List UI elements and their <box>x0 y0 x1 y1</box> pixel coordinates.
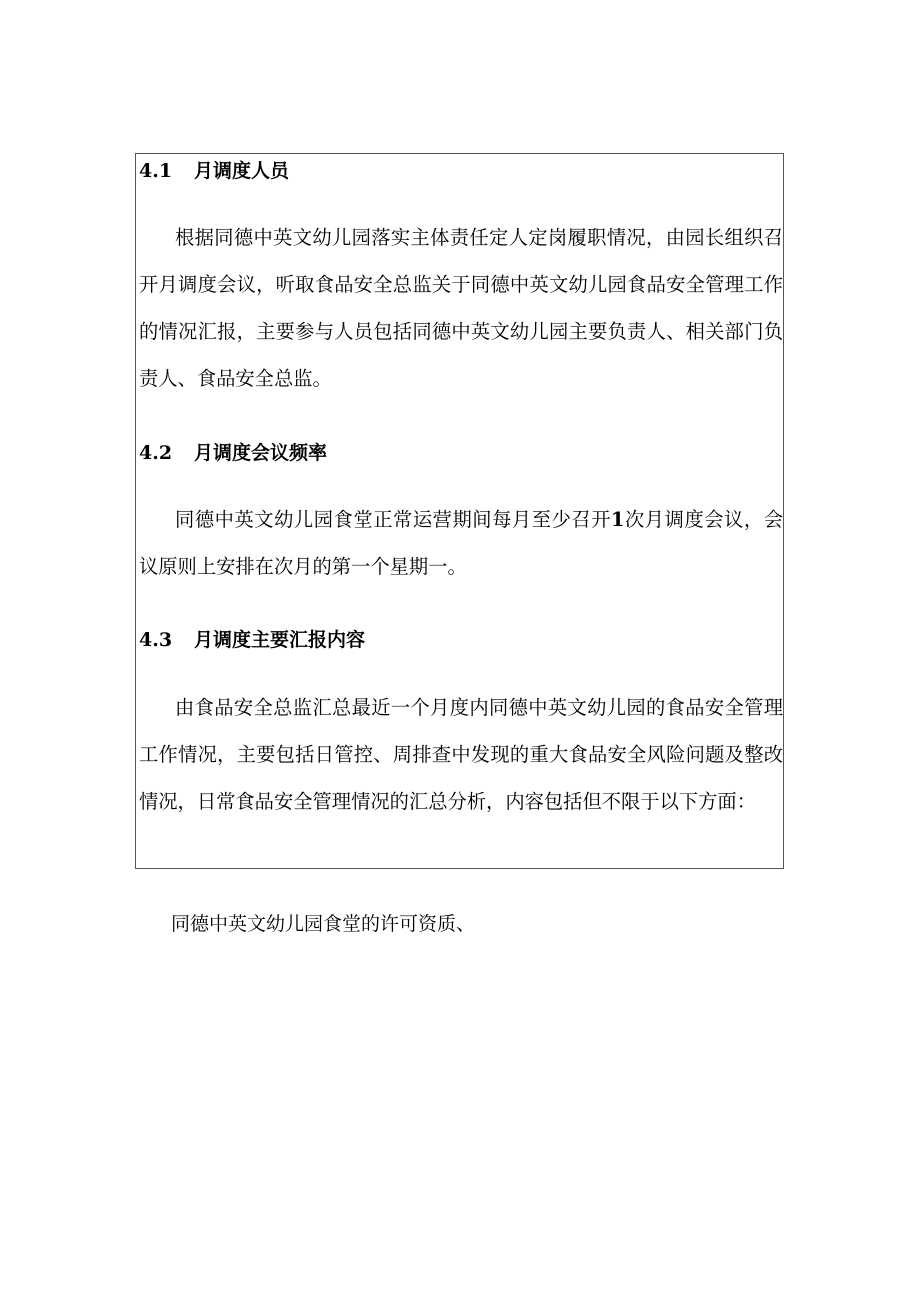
section-heading-4-1 <box>139 159 289 183</box>
section-paragraph-4-2 <box>139 496 783 590</box>
section-paragraph-4-3: 由食品安全总监汇总最近一个月度内同德中英文幼儿园的食品安全管理工作情况，主要包括日管控、周排查中发现的重大食品安全风险问题及整改情况，日常食品安全管理情况的汇总分析，内容包括但不限于以下方面： <box>139 696 783 813</box>
section-paragraph-4-1: 根据同德中英文幼儿园落实主体责任定人定岗履职情况，由园长组织召开月调度会议，听取食品安全总监关于同德中英文幼儿园食品安全管理工作的情况汇报，主要参与人员包括同德中英文幼儿园主要负责人、相关部门负责人、食品安全总监。 <box>139 226 783 390</box>
content-box <box>135 153 784 869</box>
trailing-text: 同德中英文幼儿园食堂的许可资质、 <box>171 913 476 935</box>
section-number: 4.1 <box>139 160 173 182</box>
section-title: 月调度会议频率 <box>194 442 328 464</box>
section-number: 4.3 <box>139 629 173 651</box>
section-heading-4-2 <box>139 441 327 465</box>
count-value: 1 <box>611 508 625 531</box>
paragraph-text: 次月调度会议，会议原则上安排在次月的第一个星期一。 <box>139 508 784 578</box>
section-title: 月调度主要汇报内容 <box>194 629 366 651</box>
paragraph-text: 同德中英文幼儿园食堂正常运营期间每月至少召开 <box>175 508 612 531</box>
section-heading-4-3 <box>139 628 365 652</box>
section-number: 4.2 <box>139 442 173 464</box>
section-title: 月调度人员 <box>194 160 290 182</box>
